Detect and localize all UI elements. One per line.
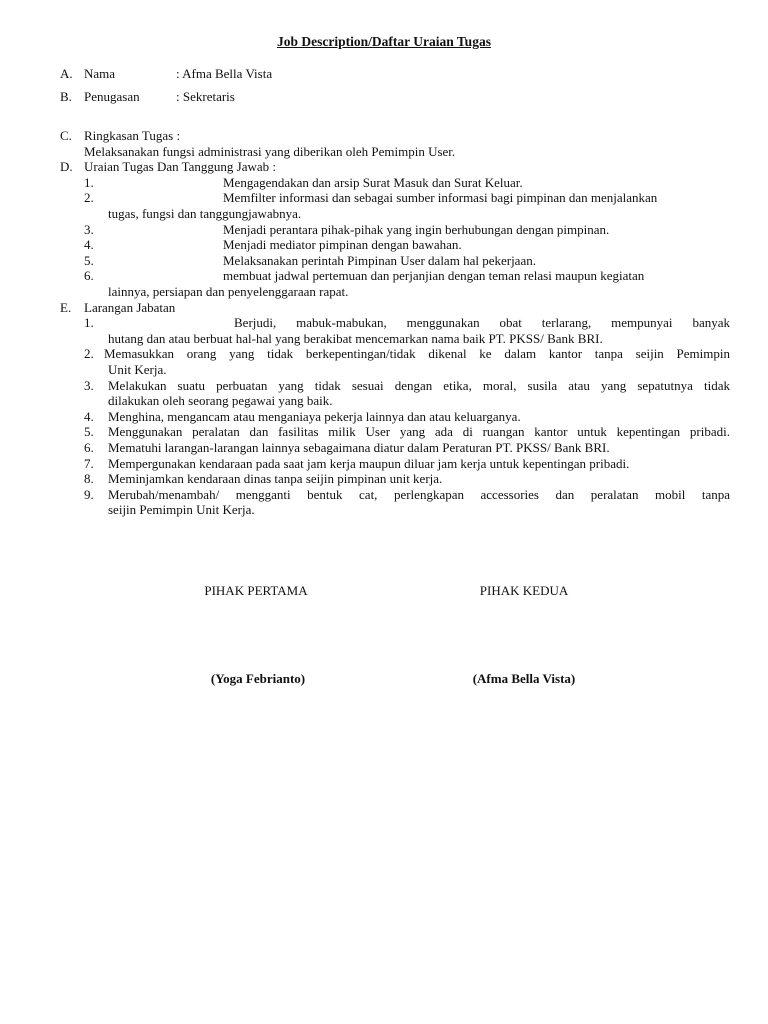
- item-text-continued: Unit Kerja.: [108, 362, 167, 377]
- item-text: Melaksanakan perintah Pimpinan User dalam hal pekerjaan.: [223, 252, 536, 268]
- item-text-continued: dilakukan oleh seorang pegawai yang baik.: [108, 393, 333, 409]
- item-text: Mengagendakan dan arsip Surat Masuk dan Surat Keluar.: [223, 174, 523, 190]
- section-marker: E.: [60, 299, 72, 315]
- item-text-continued: seijin Pemimpin Unit Kerja.: [108, 502, 255, 518]
- item-number: 3.: [84, 221, 94, 237]
- item-text: Meminjamkan kendaraan dinas tanpa seijin pimpinan unit kerja.: [108, 471, 443, 487]
- item-number: 4.: [84, 237, 94, 253]
- document-title: Job Description/Daftar Uraian Tugas: [277, 34, 491, 49]
- section-marker: C.: [60, 128, 72, 143]
- identity-value: : Sekretaris: [176, 89, 235, 104]
- identity-label: Nama: [84, 66, 116, 81]
- item-number: 4.: [84, 408, 94, 424]
- item-text-continued: tugas, fungsi dan tanggungjawabnya.: [108, 206, 302, 221]
- item-number: 5.: [84, 424, 94, 440]
- item-number: 5.: [84, 252, 94, 268]
- item-number: 1.: [84, 315, 94, 331]
- item-text: Memasukkan orang yang tidak berkepentingan/tidak dikenal ke dalam kantor tanpa seijin Pemimpin: [104, 346, 730, 362]
- item-text-continued: lainnya, persiapan dan penyelenggaraan rapat.: [108, 284, 349, 299]
- item-text: Menjadi mediator pimpinan dengan bawahan.: [223, 237, 462, 253]
- item-number: 3.: [84, 377, 94, 393]
- first-party-name: (Yoga Febrianto): [210, 671, 306, 686]
- item-text: Merubah/menambah/ mengganti bentuk cat, perlengkapan accessories dan peralatan mobil tanpa: [108, 486, 730, 502]
- summary-heading: Ringkasan Tugas :: [84, 128, 181, 143]
- duties-heading: Uraian Tugas Dan Tanggung Jawab :: [84, 159, 277, 175]
- item-text-continued: hutang dan atau berbuat hal-hal yang berakibat mencemarkan nama baik PT. PKSS/ Bank BRI.: [108, 330, 603, 346]
- item-text: Menggunakan peralatan dan fasilitas milik User yang ada di ruangan kantor untuk kepentingan pribadi.: [108, 424, 730, 440]
- second-party-label: PIHAK KEDUA: [479, 583, 569, 598]
- item-number: 1.: [84, 174, 94, 190]
- item-number: 9.: [84, 486, 94, 502]
- item-text: Menjadi perantara pihak-pihak yang ingin berhubungan dengan pimpinan.: [223, 221, 610, 237]
- item-text: Memfilter informasi dan sebagai sumber informasi bagi pimpinan dan menjalankan: [223, 190, 658, 206]
- item-text: Melakukan suatu perbuatan yang tidak sesuai dengan etika, moral, susila atau yang sepatutnya tidak: [108, 377, 730, 393]
- item-number: 8.: [84, 471, 94, 487]
- section-marker: D.: [60, 159, 73, 175]
- item-text: Mematuhi larangan-larangan lainnya sebagaimana diatur dalam Peraturan PT. PKSS/ Bank BRI.: [108, 440, 610, 455]
- item-number: 2.: [84, 346, 94, 362]
- item-text: membuat jadwal pertemuan dan perjanjian dengan teman relasi maupun kegiatan: [223, 268, 645, 284]
- item-text: Berjudi, mabuk-mabukan, menggunakan obat terlarang, mempunyai banyak: [234, 315, 730, 331]
- item-text: Menghina, mengancam atau menganiaya pekerja lainnya dan atau keluarganya.: [108, 408, 521, 424]
- item-number: 6.: [84, 440, 94, 455]
- identity-value: : Afma Bella Vista: [176, 66, 273, 81]
- identity-label: Penugasan: [84, 89, 140, 104]
- first-party-label: PIHAK PERTAMA: [204, 583, 308, 598]
- second-party-name: (Afma Bella Vista): [472, 671, 576, 686]
- identity-marker: A.: [60, 66, 73, 81]
- item-number: 2.: [84, 190, 94, 206]
- identity-marker: B.: [60, 89, 72, 104]
- item-number: 7.: [84, 455, 94, 471]
- item-text: Mempergunakan kendaraan pada saat jam kerja maupun diluar jam kerja untuk kepentingan pribadi.: [108, 455, 630, 471]
- summary-text: Melaksanakan fungsi administrasi yang diberikan oleh Pemimpin User.: [84, 143, 456, 159]
- prohibitions-heading: Larangan Jabatan: [84, 299, 176, 315]
- item-number: 6.: [84, 268, 94, 284]
